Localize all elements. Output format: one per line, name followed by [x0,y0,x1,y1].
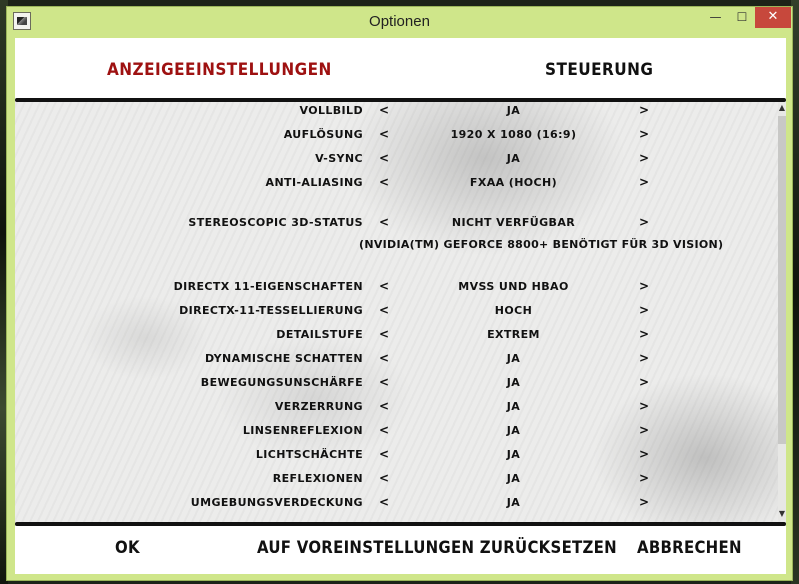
setting-label: AUFLÖSUNG [283,128,363,141]
setting-value[interactable]: NICHT VERFÜGBAR [451,216,576,229]
setting-label: UMGEBUNGSVERDECKUNG [190,496,363,509]
next-option-arrow[interactable]: > [639,399,650,413]
setting-value[interactable]: JA [506,152,521,165]
setting-label: REFLEXIONEN [272,472,363,485]
setting-row-ambient-occlusion [15,494,777,514]
previous-option-arrow[interactable]: < [379,399,390,413]
tab-display-settings[interactable]: ANZEIGEEINSTELLUNGEN [107,60,332,80]
scroll-up-icon[interactable]: ▲ [778,103,786,112]
setting-label: BEWEGUNGSUNSCHÄRFE [200,376,363,389]
setting-row-vsync [15,150,777,170]
setting-row-dynamic-shadows [15,350,777,370]
next-option-arrow[interactable]: > [639,303,650,317]
ok-button[interactable]: OK [115,538,140,558]
title-bar[interactable] [7,7,792,36]
setting-row-resolution [15,126,777,146]
setting-value[interactable]: JA [506,376,521,389]
setting-value[interactable]: JA [506,424,521,437]
setting-value[interactable]: 1920 X 1080 (16:9) [450,128,577,141]
setting-value[interactable]: JA [506,472,521,485]
setting-label: ANTI-ALIASING [265,176,363,189]
footer-bar [15,526,786,574]
vertical-scrollbar[interactable] [778,102,786,520]
next-option-arrow[interactable]: > [639,127,650,141]
previous-option-arrow[interactable]: < [379,175,390,189]
next-option-arrow[interactable]: > [639,351,650,365]
setting-row-detail-level [15,326,777,346]
setting-label: DIRECTX-11-TESSELLIERUNG [179,304,363,317]
next-option-arrow[interactable]: > [639,215,650,229]
previous-option-arrow[interactable]: < [379,375,390,389]
setting-row-directx11-features [15,278,777,298]
minimize-button[interactable]: — [709,10,722,24]
setting-row-fullscreen [15,102,777,122]
setting-row-motion-blur [15,374,777,394]
setting-value[interactable]: JA [506,352,521,365]
tab-bar [15,38,786,100]
next-option-arrow[interactable]: > [639,175,650,189]
setting-label: DYNAMISCHE SCHATTEN [204,352,363,365]
cancel-button[interactable]: ABBRECHEN [637,538,742,558]
previous-option-arrow[interactable]: < [379,495,390,509]
previous-option-arrow[interactable]: < [379,103,390,117]
setting-row-tessellation [15,302,777,322]
previous-option-arrow[interactable]: < [379,151,390,165]
setting-row-distortion [15,398,777,418]
settings-list [15,102,777,522]
next-option-arrow[interactable]: > [639,103,650,117]
next-option-arrow[interactable]: > [639,495,650,509]
options-window [6,6,793,581]
setting-label: LINSENREFLEXION [242,424,363,437]
setting-row-light-shafts [15,446,777,466]
previous-option-arrow[interactable]: < [379,127,390,141]
window-title: Optionen [369,13,430,30]
setting-value[interactable]: MVSS UND HBAO [458,280,569,293]
options-panel [15,38,786,574]
maximize-button[interactable]: ☐ [736,10,748,24]
setting-label: V-SYNC [315,152,363,165]
previous-option-arrow[interactable]: < [379,471,390,485]
setting-value[interactable]: JA [506,104,521,117]
next-option-arrow[interactable]: > [639,447,650,461]
setting-row-anti-aliasing [15,174,777,194]
scroll-down-icon[interactable]: ▼ [778,509,786,518]
setting-label: DETAILSTUFE [276,328,363,341]
stereo-requirement-note: (NVIDIA(TM) GEFORCE 8800+ BENÖTIGT FÜR 3D VISION) [359,238,724,251]
setting-value[interactable]: JA [506,448,521,461]
close-button[interactable]: ✕ [755,7,791,28]
setting-value[interactable]: HOCH [494,304,533,317]
previous-option-arrow[interactable]: < [379,215,390,229]
next-option-arrow[interactable]: > [639,423,650,437]
scrollbar-thumb[interactable] [778,116,786,444]
next-option-arrow[interactable]: > [639,279,650,293]
setting-row-reflections [15,470,777,490]
next-option-arrow[interactable]: > [639,471,650,485]
setting-value[interactable]: JA [506,496,521,509]
setting-row-stereoscopic-3d [15,214,777,234]
reset-defaults-button[interactable]: AUF VOREINSTELLUNGEN ZURÜCKSETZEN [257,538,617,558]
setting-label: DIRECTX 11-EIGENSCHAFTEN [173,280,363,293]
next-option-arrow[interactable]: > [639,151,650,165]
previous-option-arrow[interactable]: < [379,351,390,365]
previous-option-arrow[interactable]: < [379,279,390,293]
setting-label: STEREOSCOPIC 3D-STATUS [188,216,363,229]
setting-value[interactable]: EXTREM [487,328,540,341]
previous-option-arrow[interactable]: < [379,423,390,437]
setting-label: VOLLBILD [299,104,363,117]
setting-value[interactable]: JA [506,400,521,413]
next-option-arrow[interactable]: > [639,375,650,389]
previous-option-arrow[interactable]: < [379,327,390,341]
previous-option-arrow[interactable]: < [379,303,390,317]
setting-label: VERZERRUNG [274,400,363,413]
tab-controls[interactable]: STEUERUNG [545,60,654,80]
setting-row-lens-flare [15,422,777,442]
setting-value[interactable]: FXAA (HOCH) [469,176,558,189]
previous-option-arrow[interactable]: < [379,447,390,461]
setting-label: LICHTSCHÄCHTE [255,448,363,461]
next-option-arrow[interactable]: > [639,327,650,341]
